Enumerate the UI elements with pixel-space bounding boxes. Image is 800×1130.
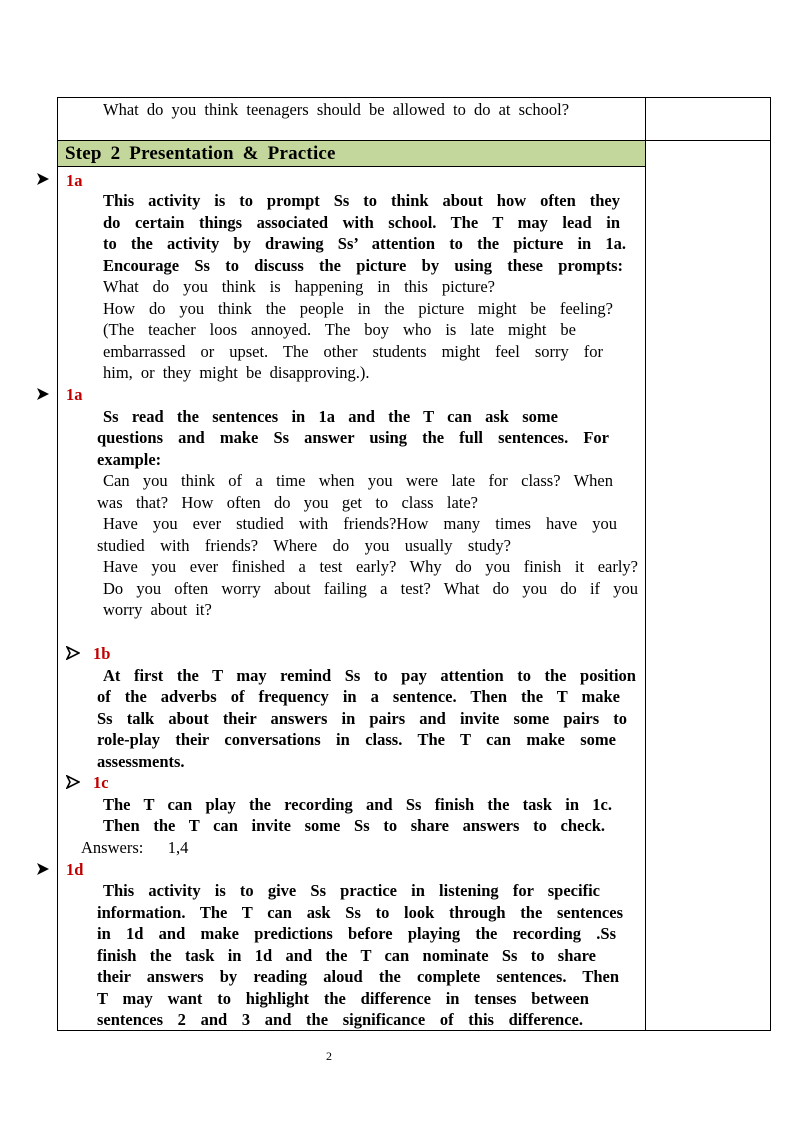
item-line: The T can play the recording and Ss finish the task in 1c. xyxy=(103,795,612,814)
item-line: T may want to highlight the difference in tenses between xyxy=(97,989,589,1008)
item-line: Ss talk about their answers in pairs and invite some pairs to xyxy=(97,709,627,728)
item-line: finish the task in 1d and the T can nominate Ss to share xyxy=(97,946,596,965)
item-line: This activity is to prompt Ss to think about how often they xyxy=(103,191,620,210)
item-line: example: xyxy=(97,450,162,469)
item-label: 1a xyxy=(66,171,83,190)
item-line: their answers by reading aloud the complete sentences. Then xyxy=(97,967,619,986)
item-label: 1a xyxy=(66,385,83,404)
item-line: information. The T can ask Ss to look through the sentences xyxy=(97,903,623,922)
item-line: do certain things associated with school. The T may lead in xyxy=(103,213,620,232)
item-line: Then the T can invite some Ss to share answers to check. xyxy=(103,816,605,835)
table-top-border xyxy=(57,97,771,98)
arrow-bullet-icon xyxy=(36,172,50,186)
item-line: Ss read the sentences in 1a and the T can ask some xyxy=(103,407,558,426)
item-line: questions and make Ss answer using the full sentences. For xyxy=(97,428,609,447)
item-line: (The teacher loos annoyed. The boy who is late might be xyxy=(103,320,576,339)
page-number: 2 xyxy=(326,1049,332,1063)
step-title: Step 2 Presentation & Practice xyxy=(65,143,336,164)
item-line: Answers: 1,4 xyxy=(81,838,189,857)
table-left-border xyxy=(57,97,58,1031)
item-line: Do you often worry about failing a test? What do you do if you xyxy=(103,579,638,598)
table-bottom-border xyxy=(57,1030,771,1031)
item-line: At first the T may remind Ss to pay attention to the position xyxy=(103,666,636,685)
item-line: sentences 2 and 3 and the significance of this difference. xyxy=(97,1010,583,1029)
item-line: of the adverbs of frequency in a sentence. Then the T make xyxy=(97,687,620,706)
item-line: assessments. xyxy=(97,752,185,771)
item-line: in 1d and make predictions before playing the recording .Ss xyxy=(97,924,616,943)
arrow-bullet-icon xyxy=(36,387,50,401)
item-label: 1d xyxy=(66,860,84,879)
item-line: worry about it? xyxy=(103,600,212,619)
item-line: Encourage Ss to discuss the picture by using these prompts: xyxy=(103,256,623,275)
item-line: to the activity by drawing Ss’ attention to the picture in 1a. xyxy=(103,234,626,253)
table-right-border xyxy=(770,97,771,1031)
item-line: What do you think is happening in this picture? xyxy=(103,277,495,296)
item-label: 1c xyxy=(93,773,109,792)
item-line: Can you think of a time when you were late for class? When xyxy=(103,471,613,490)
arrow-bullet-icon xyxy=(36,862,50,876)
item-line: studied with friends? Where do you usually study? xyxy=(97,536,511,555)
item-line: How do you think the people in the picture might be feeling? xyxy=(103,299,613,318)
item-line: Have you ever finished a test early? Why do you finish it early? xyxy=(103,557,638,576)
item-line: was that? How often do you get to class late? xyxy=(97,493,478,512)
arrow-bullet-icon xyxy=(66,775,80,789)
item-line: Have you ever studied with friends?How many times have you xyxy=(103,514,617,533)
item-label: 1b xyxy=(93,644,111,663)
item-line: embarrassed or upset. The other students might feel sorry for xyxy=(103,342,603,361)
item-line: him, or they might be disapproving.). xyxy=(103,363,370,382)
arrow-bullet-icon xyxy=(66,646,80,660)
item-line: role-play their conversations in class. The T can make some xyxy=(97,730,616,749)
top-question: What do you think teenagers should be allowed to do at school? xyxy=(103,100,570,119)
column-divider xyxy=(645,97,646,1031)
item-line: This activity is to give Ss practice in listening for specific xyxy=(103,881,600,900)
